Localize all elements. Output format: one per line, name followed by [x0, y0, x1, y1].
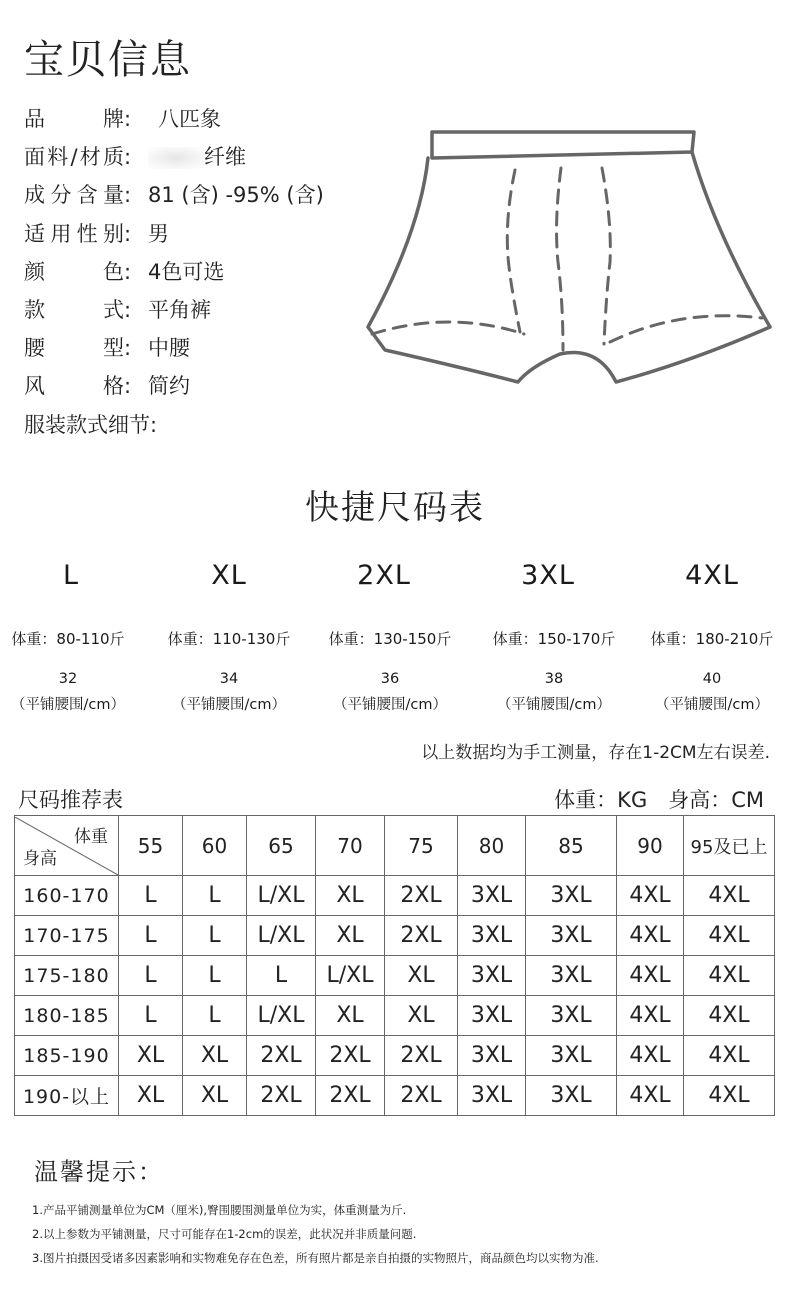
- size-cell: XL: [316, 916, 385, 956]
- size-weight: 体重：180-210斤: [650, 630, 774, 648]
- corner-weight-label: 体重: [74, 826, 108, 847]
- weight-header: 55: [119, 816, 183, 876]
- size-cell: 4XL: [684, 956, 775, 996]
- size-cell: 2XL: [385, 876, 458, 916]
- table-row: [15, 876, 775, 916]
- size-label: 2XL: [357, 560, 411, 591]
- size-cell: L: [119, 996, 183, 1036]
- weight-header: 95及已上: [684, 816, 775, 876]
- info-value: 平角裤: [148, 297, 211, 322]
- size-label: 4XL: [685, 560, 739, 591]
- size-cell: L/XL: [316, 956, 385, 996]
- size-cell: 4XL: [617, 996, 684, 1036]
- info-label: 成分含量: [24, 183, 124, 208]
- size-cell: L: [247, 956, 316, 996]
- corner-cell: [15, 816, 119, 876]
- info-row-color: 颜 色 : 4色可选: [24, 253, 324, 291]
- size-cell: 3XL: [526, 956, 617, 996]
- info-label: 面料/材质: [24, 145, 124, 170]
- size-cell: 4XL: [617, 916, 684, 956]
- table-header-row: [15, 816, 775, 876]
- info-value: 4色可选: [148, 259, 225, 284]
- size-cell: 4XL: [617, 956, 684, 996]
- size-cell: XL: [316, 996, 385, 1036]
- size-cell: 3XL: [458, 956, 526, 996]
- size-cell: 4XL: [617, 1076, 684, 1116]
- weight-header: 60: [183, 816, 247, 876]
- tips-title: 温馨提示：: [34, 1158, 164, 1186]
- size-cell: 2XL: [247, 1036, 316, 1076]
- info-row-style: 款 式 : 平角裤: [24, 291, 324, 329]
- size-cell: 2XL: [385, 916, 458, 956]
- size-cell: XL: [183, 1076, 247, 1116]
- height-range-cell: 175-180: [15, 956, 119, 996]
- size-waist: [632, 666, 790, 718]
- info-value: 八匹象: [158, 107, 221, 131]
- recommend-table-title: 尺码推荐表: [18, 788, 123, 812]
- size-weight: 体重：110-130斤: [167, 630, 291, 648]
- size-waist: [474, 666, 634, 718]
- size-cell: 3XL: [458, 1076, 526, 1116]
- size-cell: 2XL: [385, 1076, 458, 1116]
- size-cell: XL: [119, 1036, 183, 1076]
- info-row-brand: 品 牌 : 八匹象: [24, 100, 324, 138]
- size-cell: L: [119, 876, 183, 916]
- size-cell: L: [119, 956, 183, 996]
- waist-unit: （平铺腰围/cm）: [655, 697, 769, 713]
- info-value: 中腰: [148, 336, 190, 361]
- info-value: 男: [148, 221, 169, 246]
- table-row: [15, 1036, 775, 1076]
- waist-value: 38: [544, 671, 564, 687]
- weight-header: 75: [385, 816, 458, 876]
- tip-item: 2.以上参数为平铺测量，尺寸可能存在1-2cm的误差，此状况并非质量问题.: [32, 1227, 417, 1241]
- size-waist: [149, 666, 309, 718]
- size-cell: 3XL: [526, 1036, 617, 1076]
- weight-header: 90: [617, 816, 684, 876]
- size-cell: L: [119, 916, 183, 956]
- size-cell: XL: [183, 1036, 247, 1076]
- tips-list: [32, 1198, 599, 1270]
- size-recommend-table: [14, 815, 775, 1116]
- size-cell: 4XL: [617, 876, 684, 916]
- tip-item: 1.产品平铺测量单位为CM（厘米),臀围腰围测量单位为实，体重测量为斤.: [32, 1203, 407, 1217]
- weight-header: 85: [526, 816, 617, 876]
- info-value: 纤维: [204, 145, 246, 170]
- size-cell: XL: [119, 1076, 183, 1116]
- size-weight: 体重：130-150斤: [328, 630, 452, 648]
- size-label: XL: [211, 560, 247, 591]
- table-row: [15, 996, 775, 1036]
- info-value: 81 (含) -95% (含): [148, 183, 324, 208]
- size-cell: L/XL: [247, 916, 316, 956]
- detail-label: 服装款式细节:: [24, 412, 158, 437]
- size-cell: 3XL: [526, 996, 617, 1036]
- size-cell: 4XL: [684, 996, 775, 1036]
- size-cell: 3XL: [526, 1076, 617, 1116]
- size-label: L: [62, 560, 80, 591]
- height-range-cell: 180-185: [15, 996, 119, 1036]
- size-waist: [310, 666, 470, 718]
- weight-header: 80: [458, 816, 526, 876]
- info-label: 品 牌: [24, 107, 124, 131]
- tip-item: 3.图片拍摄因受诸多因素影响和实物难免存在色差，所有照片都是亲自拍摄的实物照片，商品颜色均以实物为准.: [32, 1251, 599, 1265]
- height-range-cell: 190-以上: [15, 1076, 119, 1116]
- size-cell: L: [183, 996, 247, 1036]
- height-range-cell: 170-175: [15, 916, 119, 956]
- boxer-shorts-illustration: [360, 122, 775, 397]
- size-cell: 4XL: [684, 916, 775, 956]
- waist-value: 40: [702, 671, 722, 687]
- info-label: 款 式: [24, 297, 124, 322]
- waist-unit: （平铺腰围/cm）: [333, 697, 447, 713]
- corner-height-label: 身高: [23, 848, 57, 869]
- size-cell: 3XL: [458, 1036, 526, 1076]
- page-title: 宝贝信息: [24, 37, 192, 83]
- waist-unit: （平铺腰围/cm）: [11, 697, 125, 713]
- size-label: 3XL: [521, 560, 575, 591]
- size-cell: L/XL: [247, 996, 316, 1036]
- quick-size-title: 快捷尺码表: [305, 488, 485, 528]
- product-info-list: [24, 100, 324, 444]
- table-row: [15, 916, 775, 956]
- size-cell: 2XL: [316, 1076, 385, 1116]
- size-cell: L: [183, 876, 247, 916]
- size-cell: 4XL: [684, 876, 775, 916]
- info-label: 风 格: [24, 374, 124, 399]
- waist-value: 34: [219, 671, 239, 687]
- size-cell: XL: [385, 996, 458, 1036]
- weight-header: 70: [316, 816, 385, 876]
- info-value: 简约: [148, 374, 190, 399]
- info-row-waist-type: 腰 型 : 中腰: [24, 329, 324, 367]
- size-cell: 3XL: [526, 916, 617, 956]
- size-cell: 4XL: [617, 1036, 684, 1076]
- size-weight: 体重：150-170斤: [492, 630, 616, 648]
- info-row-material: 面料/材质 : 纤维: [24, 138, 324, 176]
- waistband-outline: [432, 132, 694, 158]
- waist-unit: （平铺腰围/cm）: [497, 697, 611, 713]
- recommend-table-units: 体重：KG 身高：CM: [554, 788, 764, 812]
- height-range-cell: 160-170: [15, 876, 119, 916]
- size-cell: 4XL: [684, 1036, 775, 1076]
- size-cell: 3XL: [458, 876, 526, 916]
- info-label: 适用性别: [24, 221, 124, 246]
- info-row-gender: 适用性别 : 男: [24, 215, 324, 253]
- height-range-cell: 185-190: [15, 1036, 119, 1076]
- size-cell: 3XL: [526, 876, 617, 916]
- size-cell: L: [183, 916, 247, 956]
- size-weight: 体重：80-110斤: [11, 630, 125, 648]
- size-waist: [0, 666, 148, 718]
- size-cell: L: [183, 956, 247, 996]
- size-cell: 2XL: [385, 1036, 458, 1076]
- size-cell: 4XL: [684, 1076, 775, 1116]
- measurement-note: 以上数据均为手工测量，存在1-2CM左右误差.: [421, 743, 770, 763]
- info-label: 腰 型: [24, 336, 124, 361]
- info-row-detail: [24, 406, 324, 444]
- info-label: 颜 色: [24, 259, 124, 284]
- size-cell: 3XL: [458, 916, 526, 956]
- redacted-blur: [148, 147, 204, 169]
- info-row-composition: 成分含量 : 81 (含) -95% (含): [24, 176, 324, 214]
- size-cell: 3XL: [458, 996, 526, 1036]
- info-row-design: 风 格 : 简约: [24, 367, 324, 405]
- size-cell: 2XL: [316, 1036, 385, 1076]
- size-cell: 2XL: [247, 1076, 316, 1116]
- waist-value: 32: [58, 671, 78, 687]
- waist-unit: （平铺腰围/cm）: [172, 697, 286, 713]
- table-row: [15, 1076, 775, 1116]
- weight-header: 65: [247, 816, 316, 876]
- size-cell: XL: [385, 956, 458, 996]
- size-cell: L/XL: [247, 876, 316, 916]
- size-cell: XL: [316, 876, 385, 916]
- waist-value: 36: [380, 671, 400, 687]
- table-row: [15, 956, 775, 996]
